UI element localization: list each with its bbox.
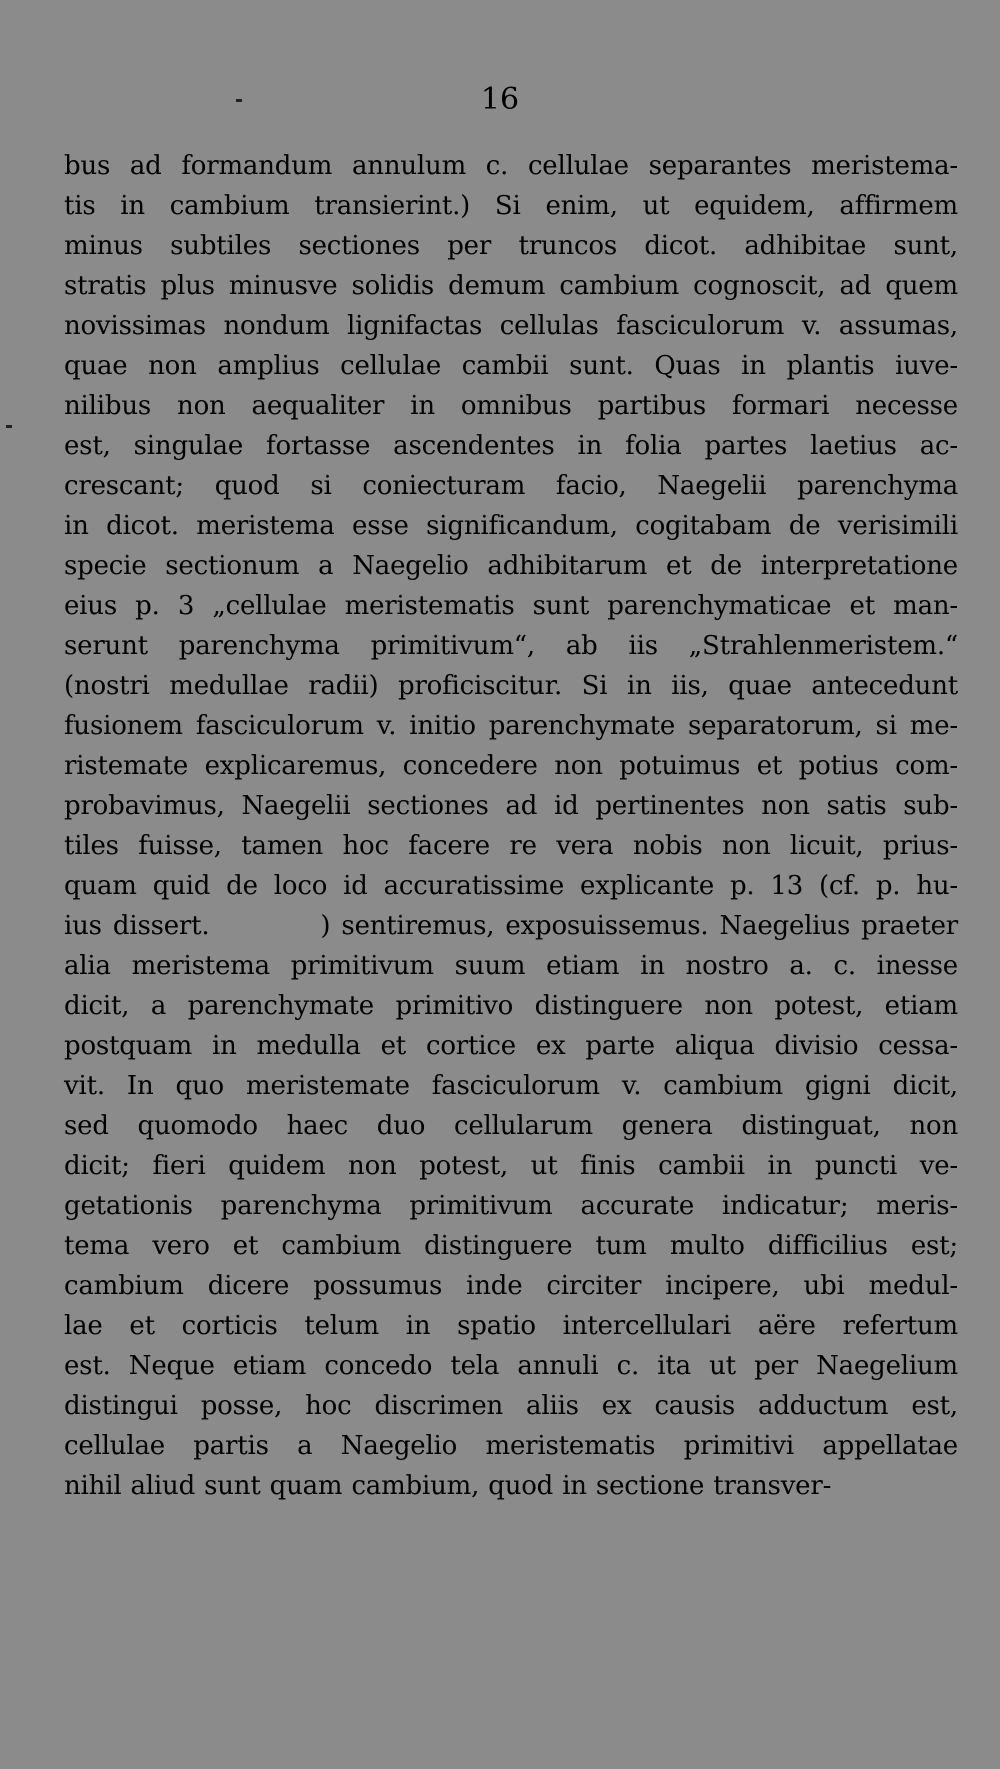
text-line: lae et corticis telum in spatio intercellulari aëre refertum [64, 1311, 958, 1341]
text-line: vit. In quo meristemate fasciculorum v. cambium gigni dicit, [64, 1071, 958, 1101]
text-line: eius p. 3 „cellulae meristematis sunt parenchymaticae et man- [64, 591, 958, 621]
text-line: cambium dicere possumus inde circiter incipere, ubi medul- [64, 1271, 958, 1301]
text-line: stratis plus minusve solidis demum cambium cognoscit, ad quem [64, 271, 958, 301]
text-line: crescant; quod si coniecturam facio, Naegelii parenchyma [64, 471, 958, 501]
text-line: est, singulae fortasse ascendentes in folia partes laetius ac- [64, 431, 958, 461]
text-line: tiles fuisse, tamen hoc facere re vera nobis non licuit, prius- [64, 831, 958, 861]
text-line: fusionem fasciculorum v. initio parenchymate separatorum, si me- [64, 711, 958, 741]
text-line: minus subtiles sectiones per truncos dicot. adhibitae sunt, [64, 231, 958, 261]
text-line: tis in cambium transierint.) Si enim, ut equidem, affirmem [64, 191, 958, 221]
text-line: ristemate explicaremus, concedere non potuimus et potius com- [64, 751, 958, 781]
text-line: distingui posse, hoc discrimen aliis ex causis adductum est, [64, 1391, 958, 1421]
text-line: dicit; fieri quidem non potest, ut finis cambii in puncti ve- [64, 1151, 958, 1181]
text-line: serunt parenchyma primitivum“, ab iis „Strahlenmeristem.“ [64, 631, 958, 661]
text-line: alia meristema primitivum suum etiam in nostro a. c. inesse [64, 951, 958, 981]
text-line: postquam in medulla et cortice ex parte aliqua divisio cessa- [64, 1031, 958, 1061]
text-line: in dicot. meristema esse significandum, cogitabam de verisimili [64, 511, 958, 541]
body-text [64, 146, 958, 1506]
text-line: tema vero et cambium distinguere tum multo difficilius est; [64, 1231, 958, 1261]
text-line: probavimus, Naegelii sectiones ad id pertinentes non satis sub- [64, 791, 958, 821]
text-line: getationis parenchyma primitivum accurate indicatur; meris- [64, 1191, 958, 1221]
text-line: bus ad formandum annulum c. cellulae separantes meristema- [64, 151, 958, 181]
text-line: quam quid de loco id accuratissime explicante p. 13 (cf. p. hu- [64, 871, 958, 901]
text-line: quae non amplius cellulae cambii sunt. Quas in plantis iuve- [64, 351, 958, 381]
text-line: sed quomodo haec duo cellularum genera distinguat, non [64, 1111, 958, 1141]
text-line: novissimas nondum lignifactas cellulas fasciculorum v. assumas, [64, 311, 958, 341]
text-line: nihil aliud sunt quam cambium, quod in sectione transver- [64, 1471, 832, 1501]
stray-mark [236, 99, 242, 102]
text-line: nilibus non aequaliter in omnibus partibus formari necesse [64, 391, 958, 421]
stray-mark [6, 425, 12, 428]
text-line: (nostri medullae radii) proficiscitur. Si in iis, quae antecedunt [64, 671, 958, 701]
page-number: 16 [480, 82, 520, 117]
text-line: dicit, a parenchymate primitivo distinguere non potest, etiam [64, 991, 958, 1021]
text-line: est. Neque etiam concedo tela annuli c. ita ut per Naegelium [64, 1351, 958, 1381]
text-line: cellulae partis a Naegelio meristematis primitivi appellatae [64, 1431, 958, 1461]
text-line: specie sectionum a Naegelio adhibitarum et de interpretatione [64, 551, 958, 581]
text-line: ius dissert. ) sentiremus, exposuissemus. Naegelius praeter [64, 911, 958, 941]
